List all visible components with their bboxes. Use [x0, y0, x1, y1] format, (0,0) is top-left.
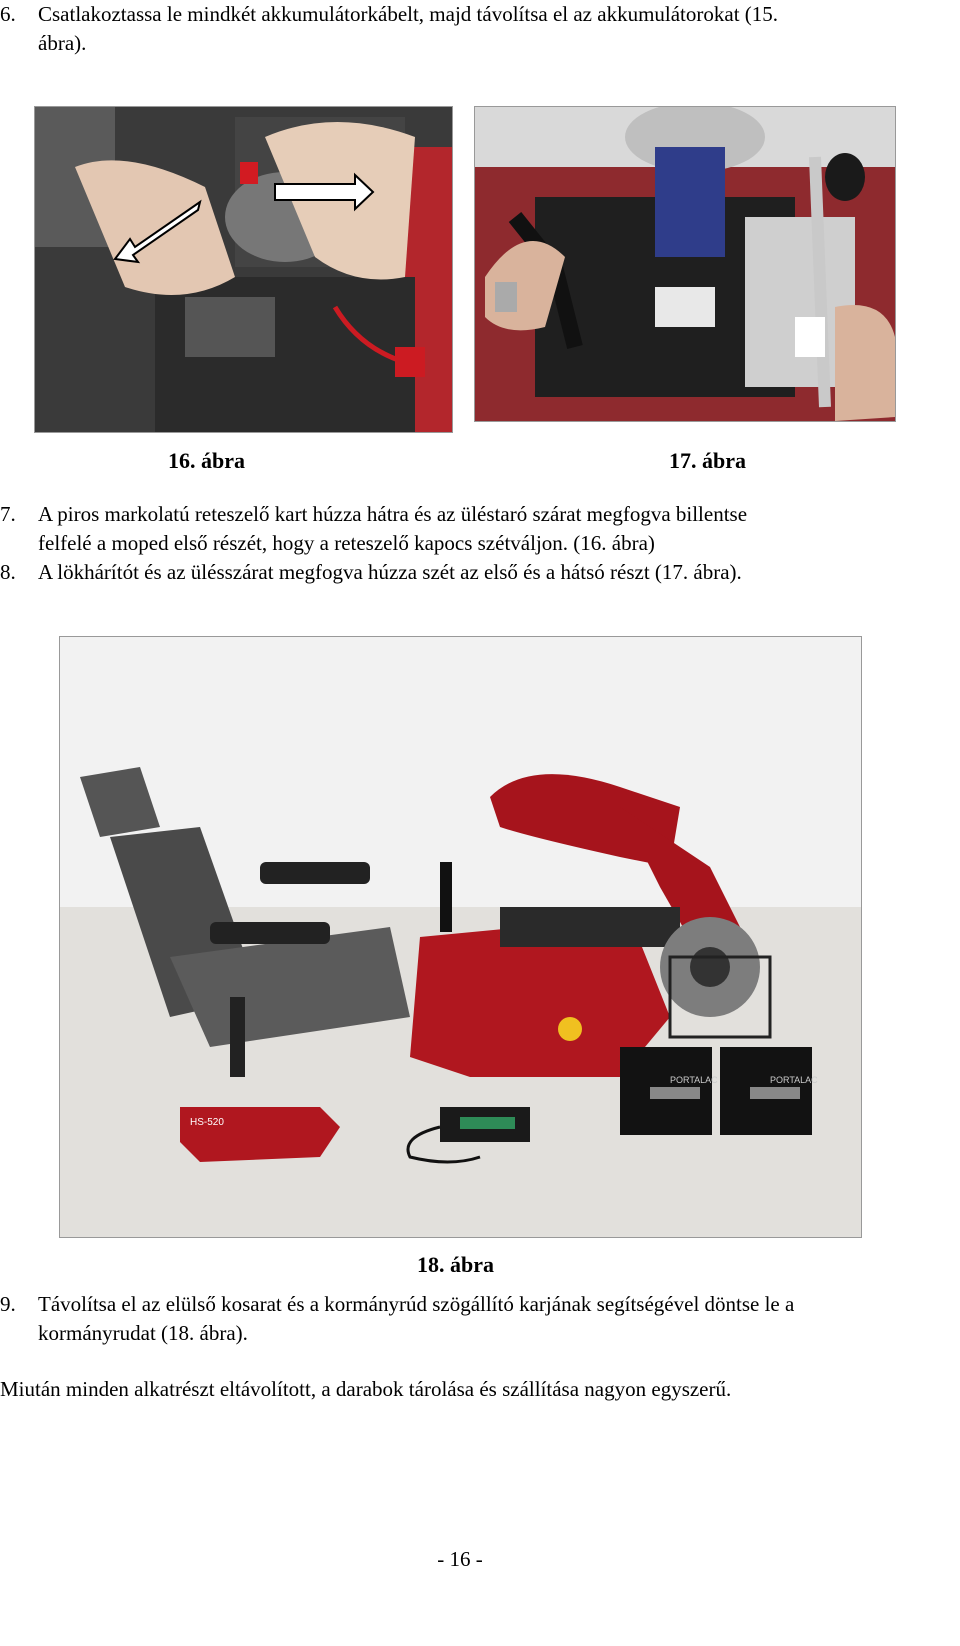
rear-cover-label: HS-520 — [190, 1117, 224, 1128]
figure-16-caption: 16. ábra — [168, 448, 245, 473]
step-9-number: 9. — [0, 1292, 16, 1316]
figure-18-photo — [59, 636, 862, 1238]
battery-label-1: PORTALAC — [670, 1075, 718, 1085]
step-9-line-1: Távolítsa el az elülső kosarat és a kormányrúd szögállító karjának segítségével döntse le a — [38, 1292, 795, 1316]
step-7-line-1: A piros markolatú reteszelő kart húzza hátra és az üléstaró szárat megfogva billentse — [38, 502, 748, 526]
step-6-line-2: ábra). — [38, 31, 87, 55]
step-6-line-1: Csatlakoztassa le mindkét akkumulátorkábelt, majd távolítsa el az akkumulátorokat (15. — [38, 2, 779, 26]
step-7-number: 7. — [0, 502, 16, 526]
step-7-line-2: felfelé a moped első részét, hogy a reteszelő kapocs szétváljon. (16. ábra) — [38, 531, 655, 555]
figure-16-photo — [34, 106, 453, 433]
page-number: - 16 - — [437, 1547, 483, 1571]
figure-17-caption: 17. ábra — [669, 448, 746, 473]
figure-18-caption: 18. ábra — [417, 1252, 494, 1277]
step-8-number: 8. — [0, 560, 16, 584]
step-6-number: 6. — [0, 2, 16, 26]
battery-label-2: PORTALAC — [770, 1075, 818, 1085]
closing-paragraph: Miután minden alkatrészt eltávolított, a darabok tárolása és szállítása nagyon egyszerű. — [0, 1377, 732, 1401]
figure-17-photo — [474, 106, 896, 422]
step-8-line-1: A lökhárítót és az ülésszárat megfogva húzza szét az első és a hátsó részt (17. ábra). — [38, 560, 742, 584]
step-9-line-2: kormányrudat (18. ábra). — [38, 1321, 248, 1345]
